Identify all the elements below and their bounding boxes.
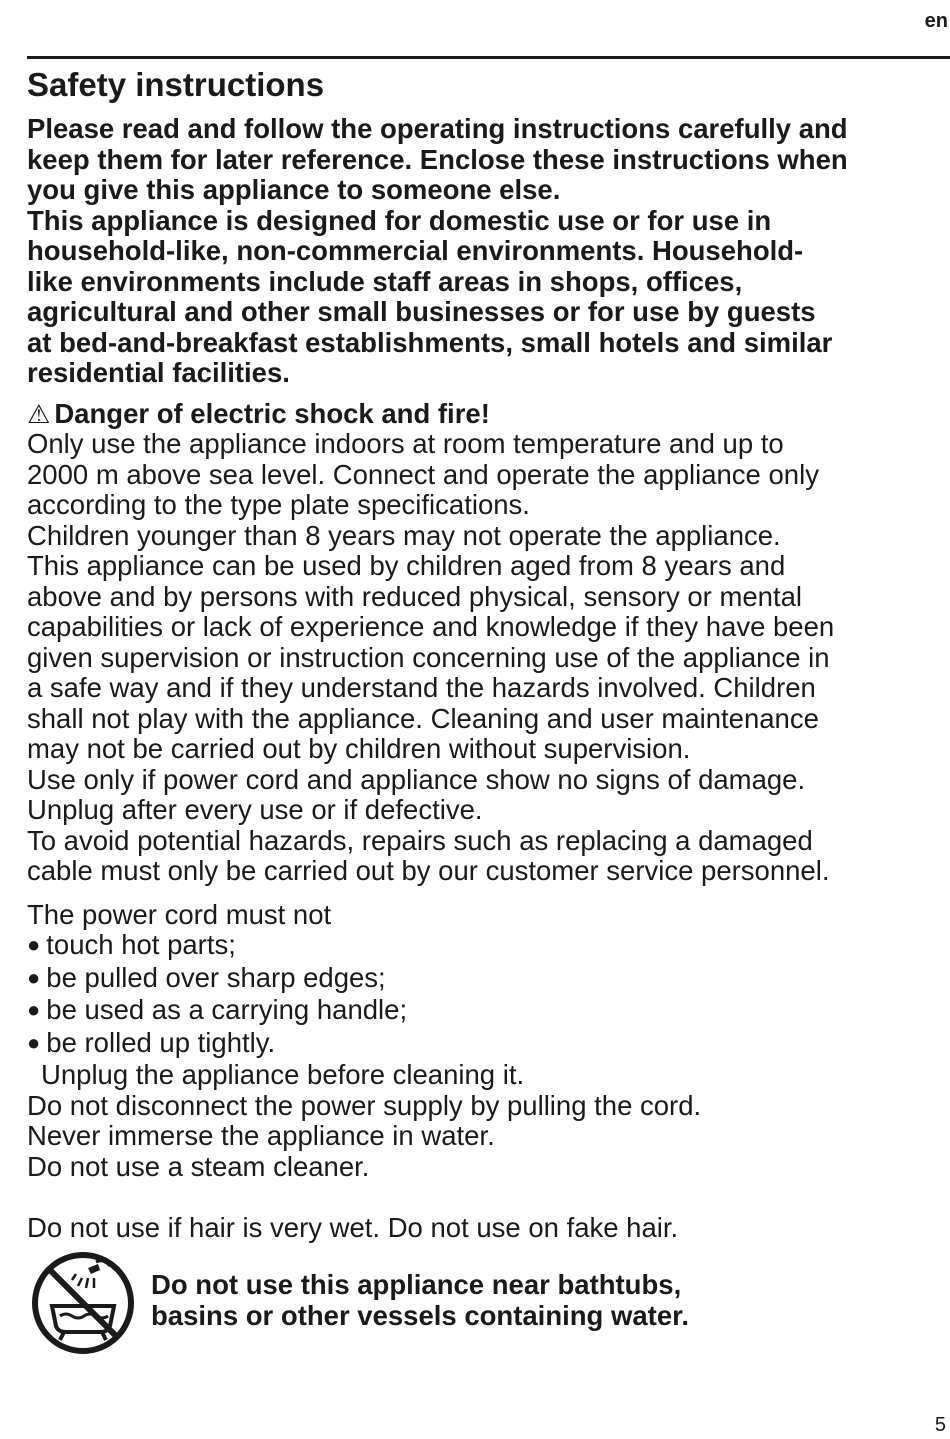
danger-heading xyxy=(27,399,947,430)
danger-text xyxy=(27,429,947,887)
danger-line: 2000 m above sea level. Connect and operate the appliance only xyxy=(27,458,819,490)
danger-line: Use only if power cord and appliance show no signs of damage. xyxy=(27,763,806,795)
warning-triangle-icon: ⚠ xyxy=(27,398,51,429)
danger-heading-text: Danger of electric shock and fire! xyxy=(54,397,490,429)
list-item-text: be used as a carrying handle; xyxy=(46,994,408,1025)
list-item-text: touch hot parts; xyxy=(46,929,236,960)
intro-line: residential facilities. xyxy=(27,357,290,388)
intro-line: household-like, non-commercial environments. Household- xyxy=(27,235,804,266)
intro-block xyxy=(27,114,947,389)
water-notice-line: basins or other vessels containing water. xyxy=(151,1299,689,1331)
danger-line: Only use the appliance indoors at room temperature and up to xyxy=(27,428,784,459)
list-item xyxy=(27,1028,947,1061)
danger-line: may not be carried out by children without supervision. xyxy=(27,733,691,764)
list-item xyxy=(27,995,947,1028)
danger-line: cable must only be carried out by our customer service personnel. xyxy=(27,855,830,886)
list-item xyxy=(27,930,947,963)
danger-line: Unplug after every use or if defective. xyxy=(27,794,483,825)
cord-line: Do not disconnect the power supply by pulling the cord. xyxy=(27,1089,702,1121)
danger-line: a safe way and if they understand the hazards involved. Children xyxy=(27,672,816,703)
intro-line: like environments include staff areas in shops, offices, xyxy=(27,265,743,297)
hair-warning-text: Do not use if hair is very wet. Do not use on fake hair. xyxy=(27,1211,679,1243)
spacer xyxy=(27,1182,947,1213)
danger-line: shall not play with the appliance. Cleaning and user maintenance xyxy=(27,702,819,734)
intro-line: at bed-and-breakfast establishments, small hotels and similar xyxy=(27,326,833,358)
intro-line: you give this appliance to someone else. xyxy=(27,174,561,205)
list-item-text: be pulled over sharp edges; xyxy=(46,961,386,993)
intro-line: This appliance is designed for domestic use or for use in xyxy=(27,204,772,236)
page-content xyxy=(27,64,947,1243)
water-notice xyxy=(30,1250,930,1360)
bullet-icon: ● xyxy=(27,997,41,1022)
bullet-icon: ● xyxy=(27,932,41,957)
water-notice-line: Do not use this appliance near bathtubs, xyxy=(151,1269,682,1300)
danger-line: according to the type plate specifications. xyxy=(27,489,530,520)
list-item-text: be rolled up tightly. xyxy=(46,1026,276,1058)
language-code: en xyxy=(924,10,948,32)
power-cord-intro: The power cord must not xyxy=(27,898,332,930)
list-item xyxy=(27,963,947,996)
header-rule xyxy=(27,56,950,59)
page-title: Safety instructions xyxy=(27,66,325,103)
power-cord-section xyxy=(27,900,947,1183)
bullet-icon: ● xyxy=(27,964,41,990)
hair-warning xyxy=(27,1213,947,1244)
danger-line: above and by persons with reduced physical, sensory or mental xyxy=(27,580,803,612)
water-notice-text xyxy=(151,1270,911,1331)
page-number: 5 xyxy=(934,1414,946,1436)
danger-line: To avoid potential hazards, repairs such as replacing a damaged xyxy=(27,824,813,856)
danger-line: capabilities or lack of experience and knowledge if they have been xyxy=(27,611,835,642)
intro-line: agricultural and other small businesses or for use by guests xyxy=(27,296,816,327)
bullet-icon: ● xyxy=(27,1029,41,1055)
danger-line: This appliance can be used by children aged from 8 years and xyxy=(27,550,786,581)
cord-line: Never immerse the appliance in water. xyxy=(27,1120,495,1151)
cord-line: Do not use a steam cleaner. xyxy=(27,1150,370,1182)
no-bathtub-water-icon xyxy=(30,1250,136,1356)
unplug-note: Unplug the appliance before cleaning it. xyxy=(41,1059,525,1090)
spacer xyxy=(27,887,947,900)
intro-line: Please read and follow the operating instructions carefully and xyxy=(27,113,848,144)
danger-line: Children younger than 8 years may not operate the appliance. xyxy=(27,519,781,551)
danger-line: given supervision or instruction concerning use of the appliance in xyxy=(27,641,830,673)
intro-line: keep them for later reference. Enclose these instructions when xyxy=(27,143,848,175)
power-cord-list xyxy=(27,930,947,1060)
